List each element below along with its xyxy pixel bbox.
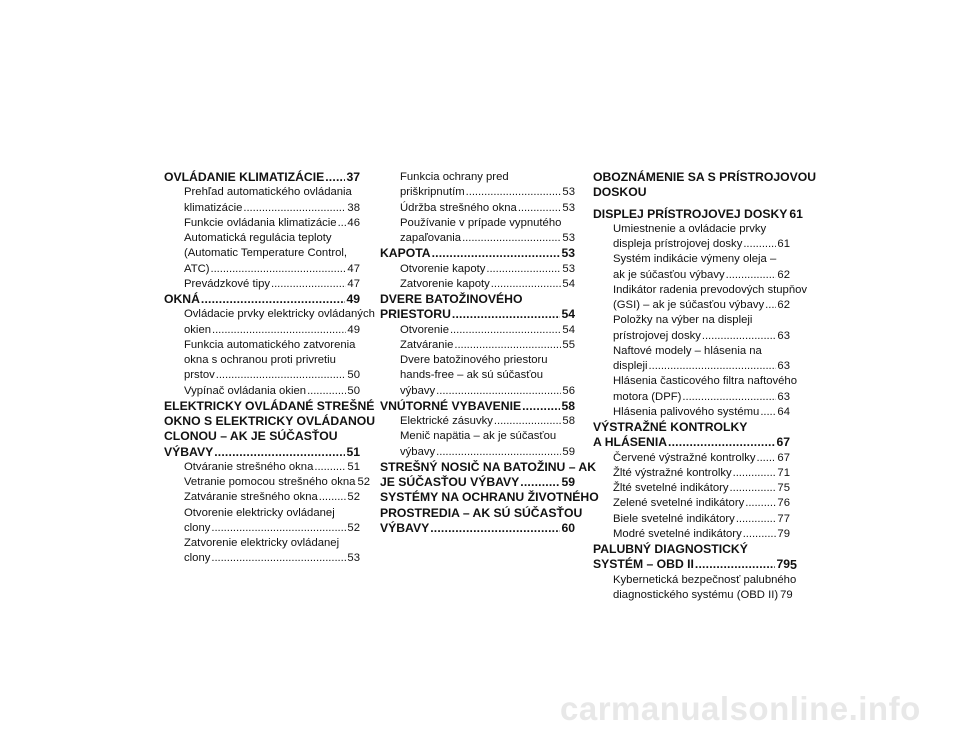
toc-subentry[interactable] xyxy=(593,527,790,542)
toc-line xyxy=(400,445,575,460)
toc-title: Žlté svetelné indikátory xyxy=(613,482,729,494)
toc-page-ref: 64 xyxy=(777,405,790,418)
toc-subentry[interactable] xyxy=(380,429,575,460)
toc-subentry[interactable] xyxy=(593,374,797,405)
toc-line xyxy=(400,231,575,246)
toc-title: Dvere batožinového priestoru xyxy=(400,354,548,366)
toc-page-ref: 63 xyxy=(777,360,790,372)
dot-leader xyxy=(702,329,777,344)
dot-leader xyxy=(757,451,777,466)
toc-page-ref: 62 xyxy=(777,268,790,281)
toc-line xyxy=(613,512,790,527)
toc-page-ref: 62 xyxy=(777,299,790,311)
toc-subentry[interactable] xyxy=(380,277,575,292)
toc-page-ref: 53 xyxy=(561,246,575,261)
toc-line xyxy=(400,414,575,429)
toc-page-ref: 61 xyxy=(789,206,803,221)
toc-section-heading[interactable] xyxy=(380,292,575,323)
toc-subentry[interactable] xyxy=(593,405,790,420)
toc-title: DISPLEJ PRÍSTROJOVEJ DOSKY xyxy=(593,206,788,221)
dot-leader xyxy=(733,466,777,481)
dot-leader xyxy=(494,414,562,429)
toc-title: klimatizácie xyxy=(184,201,243,214)
dot-leader xyxy=(212,323,346,338)
toc-section-heading[interactable] xyxy=(593,420,790,451)
toc-page-ref: 71 xyxy=(777,466,790,479)
toc-title: Vypínač ovládania okien xyxy=(184,384,307,397)
toc-line xyxy=(613,481,790,496)
toc-page-ref: 38 xyxy=(347,201,360,214)
dot-leader xyxy=(486,262,561,277)
toc-title: Položky na výber na displeji xyxy=(613,314,753,327)
toc-section-heading[interactable] xyxy=(593,542,790,573)
toc-line xyxy=(593,435,790,450)
toc-title: DOSKOU xyxy=(593,185,647,200)
toc-line xyxy=(613,405,790,420)
toc-line xyxy=(400,201,575,216)
toc-subentry[interactable] xyxy=(164,490,360,505)
toc-line xyxy=(613,237,790,252)
toc-line xyxy=(613,527,790,542)
dot-leader xyxy=(736,512,777,527)
toc-title: SYSTÉM – OBD II xyxy=(593,557,694,572)
toc-page-ref: 54 xyxy=(562,277,575,290)
toc-title: ELEKTRICKY OVLÁDANÉ STREŠNÉ xyxy=(164,398,375,413)
toc-subentry[interactable] xyxy=(593,481,790,496)
toc-column-3 xyxy=(593,170,817,603)
dot-leader xyxy=(243,201,346,216)
toc-title: Zatváranie xyxy=(400,338,454,351)
toc-title: PROSTREDIA – AK SÚ SÚČASŤOU xyxy=(380,505,583,520)
toc-line xyxy=(613,390,790,405)
toc-column-2 xyxy=(380,170,599,536)
toc-subentry[interactable] xyxy=(593,573,797,604)
toc-line xyxy=(164,170,360,185)
dot-leader xyxy=(214,445,345,460)
toc-title: Otvorenie kapoty xyxy=(400,262,486,275)
toc-line xyxy=(613,451,790,466)
toc-title: PRIESTORU xyxy=(380,307,451,322)
toc-title: Funkcia ochrany pred xyxy=(400,171,509,183)
toc-page-ref: 63 xyxy=(777,329,790,342)
dot-leader xyxy=(307,384,346,399)
toc-line xyxy=(184,490,360,505)
toc-title: hands-free – ak sú súčasťou xyxy=(400,369,544,382)
toc-title: VÝSTRAŽNÉ KONTROLKY xyxy=(593,420,748,434)
toc-subentry[interactable] xyxy=(380,170,575,201)
dot-leader xyxy=(314,460,346,475)
toc-section-heading[interactable] xyxy=(593,170,817,201)
dot-leader xyxy=(695,557,776,572)
toc-subentry[interactable] xyxy=(380,323,575,338)
toc-title: Zelené svetelné indikátory xyxy=(613,497,745,510)
toc-page-ref: 53 xyxy=(562,232,575,244)
toc-subentry[interactable] xyxy=(164,231,360,277)
toc-section-heading[interactable] xyxy=(380,399,575,414)
dot-leader xyxy=(436,445,561,460)
toc-subentry[interactable] xyxy=(593,496,790,511)
toc-page-ref: 59 xyxy=(561,475,575,489)
dot-leader xyxy=(211,262,347,277)
toc-line xyxy=(613,359,790,374)
dot-leader xyxy=(452,307,561,322)
toc-title: okna s ochranou proti privretiu xyxy=(184,354,336,366)
dot-leader xyxy=(765,298,776,313)
toc-title: Indikátor radenia prevodových stupňov xyxy=(613,283,808,296)
toc-title: diagnostického systému (OBD II) xyxy=(613,588,779,601)
toc-line xyxy=(400,262,575,277)
dot-leader xyxy=(760,405,776,420)
dot-leader xyxy=(432,246,561,261)
dot-leader xyxy=(668,435,775,450)
dot-leader xyxy=(211,551,346,566)
toc-section-heading[interactable] xyxy=(164,398,376,460)
toc-title: Automatická regulácia teploty xyxy=(184,232,332,244)
dot-leader xyxy=(454,338,561,353)
toc-title: Umiestnenie a ovládacie prvky xyxy=(613,222,767,235)
dot-leader xyxy=(522,399,560,414)
toc-subentry[interactable] xyxy=(164,216,360,231)
toc-page-ref: 46 xyxy=(347,216,360,229)
toc-line xyxy=(400,323,575,338)
toc-page-ref: 49 xyxy=(347,323,360,336)
toc-title: clony xyxy=(184,552,211,565)
toc-line xyxy=(613,466,790,481)
dot-leader xyxy=(462,231,561,246)
toc-page-ref: 79 xyxy=(776,557,790,572)
toc-subentry[interactable] xyxy=(593,283,808,314)
toc-subentry[interactable] xyxy=(593,222,790,253)
toc-title: Systém indikácie výmeny oleja – xyxy=(613,253,777,266)
toc-title: PALUBNÝ DIAGNOSTICKÝ xyxy=(593,542,748,556)
dot-leader xyxy=(745,496,776,511)
toc-page-ref: 56 xyxy=(562,384,575,397)
toc-title: Otvorenie xyxy=(400,323,449,336)
toc-subentry[interactable] xyxy=(593,512,790,527)
toc-title: Používanie v prípade vypnutého xyxy=(400,216,562,229)
toc-line xyxy=(380,246,575,261)
toc-title: OKNO S ELEKTRICKY OVLÁDANOU xyxy=(164,414,376,428)
toc-title: OVLÁDANIE KLIMATIZÁCIE xyxy=(164,170,325,184)
toc-line xyxy=(613,496,790,511)
toc-line xyxy=(400,338,575,353)
toc-title: výbavy xyxy=(400,445,436,458)
toc-title: OBOZNÁMENIE SA S PRÍSTROJOVOU xyxy=(593,170,817,184)
toc-section-heading[interactable] xyxy=(380,246,575,261)
dot-leader xyxy=(730,481,777,496)
toc-line xyxy=(164,445,360,460)
toc-section-heading[interactable] xyxy=(593,206,803,222)
toc-page-ref: 58 xyxy=(561,398,575,413)
toc-title: okien xyxy=(184,323,212,336)
toc-page-ref: 79 xyxy=(777,527,790,540)
toc-title: Menič napätia – ak je súčasťou xyxy=(400,430,557,443)
toc-title: displeja prístrojovej dosky xyxy=(613,238,743,250)
toc-title: VÝBAVY xyxy=(164,444,214,459)
toc-page-ref: 79 xyxy=(780,588,793,601)
toc-title: (GSI) – ak je súčasťou výbavy xyxy=(613,299,765,311)
dot-leader xyxy=(491,277,562,292)
toc-title: výbavy xyxy=(400,384,436,397)
toc-page-ref: 51 xyxy=(347,460,360,473)
toc-title: Funkcie ovládania klimatizácie xyxy=(184,216,337,229)
toc-title: Údržba strešného okna xyxy=(400,201,517,214)
toc-line xyxy=(593,206,803,222)
dot-leader xyxy=(466,185,562,200)
toc-line xyxy=(613,298,790,313)
watermark: carmanualsonline.info xyxy=(560,690,921,727)
toc-line xyxy=(184,201,360,216)
toc-page-ref: 58 xyxy=(562,415,575,427)
toc-line xyxy=(184,368,360,383)
toc-subentry[interactable] xyxy=(164,384,360,399)
toc-line xyxy=(184,216,360,231)
toc-page-ref: 55 xyxy=(562,338,575,351)
dot-leader xyxy=(216,368,347,383)
dot-leader xyxy=(743,527,777,542)
toc-page-ref: 53 xyxy=(562,201,575,214)
dot-leader xyxy=(430,521,560,536)
toc-page-ref: 53 xyxy=(562,262,575,275)
toc-title: VÝBAVY xyxy=(380,520,430,535)
toc-title: Modré svetelné indikátory xyxy=(613,527,742,540)
toc-title: Prevádzkové tipy xyxy=(184,277,271,290)
toc-subentry[interactable] xyxy=(593,252,790,283)
toc-section-heading[interactable] xyxy=(380,459,597,491)
toc-title: SYSTÉMY NA OCHRANU ŽIVOTNÉHO xyxy=(380,490,599,505)
toc-section-heading[interactable] xyxy=(164,292,360,307)
toc-subentry[interactable] xyxy=(593,451,790,466)
toc-page-ref: 54 xyxy=(562,323,575,336)
toc-line xyxy=(380,399,575,414)
toc-title: Prehľad automatického ovládania xyxy=(184,186,352,199)
toc-subentry[interactable] xyxy=(164,460,360,475)
toc-title: prístrojovej dosky xyxy=(613,329,701,342)
toc-subentry[interactable] xyxy=(164,506,360,537)
toc-page-ref: 61 xyxy=(777,238,790,250)
dot-leader xyxy=(319,490,347,505)
toc-subentry[interactable] xyxy=(593,313,790,344)
toc-title: ak je súčasťou výbavy xyxy=(613,268,725,281)
toc-subentry[interactable] xyxy=(380,338,575,353)
dot-leader xyxy=(520,475,560,490)
dot-leader xyxy=(325,170,345,185)
toc-line xyxy=(184,460,360,475)
toc-line xyxy=(380,521,575,536)
dot-leader xyxy=(271,277,346,292)
toc-line xyxy=(164,292,360,307)
toc-title: Elektrické zásuvky xyxy=(400,415,493,427)
toc-title: Zatvorenie elektricky ovládanej xyxy=(184,537,340,549)
toc-page-ref: 76 xyxy=(777,497,790,510)
toc-page-ref: 53 xyxy=(562,186,575,199)
dot-leader xyxy=(450,323,561,338)
toc-subentry[interactable] xyxy=(380,414,575,429)
toc-page-ref: 47 xyxy=(347,262,360,275)
toc-title: Zatváranie strešného okna xyxy=(184,491,318,504)
toc-title: displeji xyxy=(613,360,648,372)
toc-page-ref: 75 xyxy=(777,482,790,494)
toc-line xyxy=(184,277,360,292)
toc-page-ref: 52 xyxy=(357,476,371,488)
toc-line xyxy=(184,521,360,536)
toc-title: Otváranie strešného okna xyxy=(184,460,314,473)
toc-page-ref: 51 xyxy=(346,444,360,459)
toc-page-ref: 52 xyxy=(347,521,360,534)
toc-section-heading[interactable] xyxy=(164,170,360,185)
toc-line xyxy=(184,323,360,338)
toc-title: prstov xyxy=(184,369,215,382)
toc-page-ref: 37 xyxy=(346,170,360,184)
toc-title: Biele svetelné indikátory xyxy=(613,512,735,525)
toc-line xyxy=(184,384,360,399)
toc-line xyxy=(400,185,575,200)
toc-title: priškripnutím xyxy=(400,186,465,199)
page-number: 5 xyxy=(790,558,797,572)
toc-page-ref: 52 xyxy=(347,491,360,504)
toc-title: Žlté výstražné kontrolky xyxy=(613,466,732,479)
toc-title: Vetranie pomocou strešného okna xyxy=(184,476,356,488)
toc-page-ref: 63 xyxy=(777,390,790,403)
toc-title: clony xyxy=(184,521,211,534)
toc-subentry[interactable] xyxy=(164,475,371,490)
toc-subentry[interactable] xyxy=(593,466,790,481)
toc-subentry[interactable] xyxy=(380,201,575,216)
toc-title: VNÚTORNÉ VYBAVENIE xyxy=(380,398,522,413)
toc-title: Kybernetická bezpečnosť palubného xyxy=(613,573,797,586)
toc-title: CLONOU – AK JE SÚČASŤOU xyxy=(164,429,338,444)
toc-title: zapaľovania xyxy=(400,232,462,244)
toc-line xyxy=(184,262,360,277)
toc-page-ref: 53 xyxy=(347,552,360,565)
toc-title: Hlásenia palivového systému xyxy=(613,405,760,418)
dot-leader xyxy=(726,268,777,283)
toc-column-1 xyxy=(164,170,376,567)
toc-title: Naftové modely – hlásenia na xyxy=(613,344,762,357)
toc-page-ref: 67 xyxy=(776,435,790,450)
dot-leader xyxy=(743,237,776,252)
toc-page-ref: 59 xyxy=(562,445,575,458)
dot-leader xyxy=(211,521,346,536)
dot-leader xyxy=(518,201,562,216)
toc-line xyxy=(184,551,360,566)
toc-page-ref: 60 xyxy=(561,520,575,535)
toc-subentry[interactable] xyxy=(164,307,375,338)
toc-title: JE SÚČASŤOU VÝBAVY xyxy=(380,475,520,489)
toc-title: STREŠNÝ NOSIČ NA BATOŽINU – AK xyxy=(380,459,597,474)
toc-line xyxy=(400,277,575,292)
toc-subentry[interactable] xyxy=(164,277,360,292)
toc-section-heading[interactable] xyxy=(380,490,599,536)
toc-line xyxy=(184,475,371,490)
toc-title: A HLÁSENIA xyxy=(593,435,668,450)
toc-line xyxy=(380,307,575,322)
toc-subentry[interactable] xyxy=(380,353,575,399)
toc-title: DVERE BATOŽINOVÉHO xyxy=(380,292,523,306)
toc-title: Funkcia automatického zatvorenia xyxy=(184,338,356,351)
toc-page-ref: 54 xyxy=(561,307,575,322)
dot-leader xyxy=(436,384,561,399)
dot-leader xyxy=(649,359,777,374)
dot-leader xyxy=(338,216,347,231)
toc-line xyxy=(613,329,790,344)
toc-page-ref: 67 xyxy=(777,451,790,464)
toc-line xyxy=(380,475,575,490)
toc-subentry[interactable] xyxy=(593,344,790,375)
toc-line xyxy=(593,557,790,572)
toc-line xyxy=(613,268,790,283)
toc-subentry[interactable] xyxy=(164,338,360,384)
toc-title: Zatvorenie kapoty xyxy=(400,277,490,290)
toc-title: OKNÁ xyxy=(164,292,200,306)
toc-title: ATC) xyxy=(184,262,210,275)
toc-title: Hlásenia časticového filtra naftového xyxy=(613,375,797,388)
toc-subentry[interactable] xyxy=(164,185,360,216)
toc-page-ref: 47 xyxy=(347,277,360,290)
dot-leader xyxy=(201,292,346,307)
dot-leader xyxy=(682,390,776,405)
toc-title: Ovládacie prvky elektricky ovládaných xyxy=(184,308,375,321)
toc-title: motora (DPF) xyxy=(613,390,682,403)
toc-page-ref: 50 xyxy=(347,369,360,382)
toc-page-ref: 77 xyxy=(777,512,790,525)
toc-title: Červené výstražné kontrolky xyxy=(613,451,756,464)
toc-title: Otvorenie elektricky ovládanej xyxy=(184,506,335,519)
toc-title: (Automatic Temperature Control, xyxy=(184,247,348,260)
toc-line xyxy=(613,588,793,603)
toc-subentry[interactable] xyxy=(164,536,360,567)
toc-line xyxy=(400,384,575,399)
toc-title: KAPOTA xyxy=(380,246,431,261)
toc-page-ref: 49 xyxy=(346,292,360,306)
toc-subentry[interactable] xyxy=(380,262,575,277)
toc-page-ref: 50 xyxy=(347,384,360,397)
toc-subentry[interactable] xyxy=(380,216,575,247)
